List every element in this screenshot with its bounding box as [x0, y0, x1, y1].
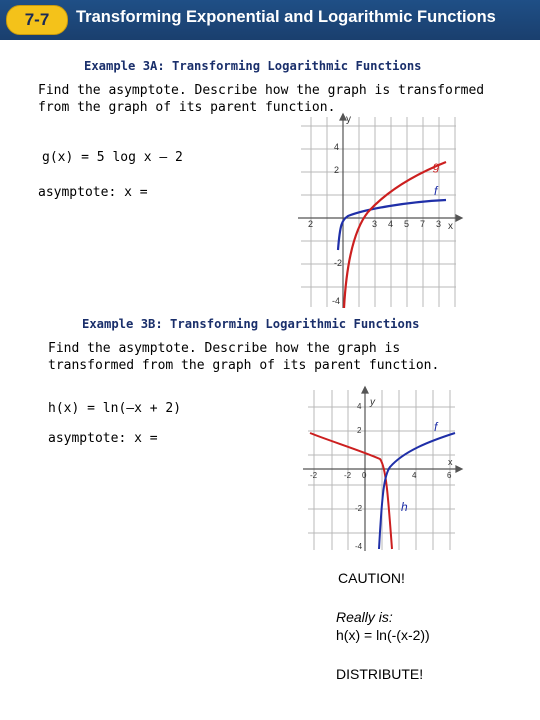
curve-f-label: f — [434, 420, 438, 434]
svg-text:2: 2 — [334, 165, 340, 175]
example-3a-prompt: Find the asymptote. Describe how the graph is transformed from the graph of its parent function. — [38, 83, 485, 115]
svg-text:2: 2 — [308, 219, 314, 229]
caution-label: CAUTION! — [338, 570, 405, 586]
example-3a-graph — [296, 112, 466, 312]
svg-text:0: 0 — [362, 471, 367, 480]
svg-text:2: 2 — [357, 426, 362, 435]
svg-text:3: 3 — [372, 219, 378, 229]
curve-g-label: g — [433, 159, 440, 173]
svg-text:6: 6 — [447, 471, 452, 480]
svg-text:4: 4 — [357, 402, 362, 411]
graph-grid — [308, 390, 455, 550]
really-is-label: Really is: — [336, 609, 393, 625]
svg-text:-2: -2 — [344, 471, 352, 480]
example-3b-prompt: Find the asymptote. Describe how the graph is transformed from the graph of its parent function. — [48, 341, 440, 373]
svg-text:4: 4 — [334, 142, 340, 152]
rewritten-function: h(x) = ln(-(x-2)) — [336, 627, 430, 643]
svg-text:-4: -4 — [355, 542, 363, 551]
svg-text:-2: -2 — [334, 258, 343, 268]
example-3b-function: h(x) = ln(–x + 2) — [48, 401, 182, 416]
y-axis-label: y — [370, 397, 375, 408]
x-axis-label: x — [448, 221, 453, 232]
svg-text:5: 5 — [404, 219, 410, 229]
x-axis-label: x — [448, 457, 453, 467]
svg-text:-4: -4 — [332, 296, 341, 306]
svg-text:7: 7 — [420, 219, 426, 229]
example-3b-graph — [300, 385, 465, 553]
example-3a-asymptote: asymptote: x = — [38, 185, 148, 200]
svg-text:4: 4 — [388, 219, 394, 229]
svg-text:-2: -2 — [355, 504, 363, 513]
curve-h-label: h — [401, 500, 408, 514]
curve-f-label: f — [434, 184, 438, 198]
svg-text:3: 3 — [436, 219, 442, 229]
example-3a-heading: Example 3A: Transforming Logarithmic Functions — [84, 59, 422, 73]
lesson-title: Transforming Exponential and Logarithmic Functions — [76, 8, 496, 26]
graph-grid — [301, 117, 456, 307]
distribute-label: DISTRIBUTE! — [336, 666, 424, 682]
svg-text:4: 4 — [412, 471, 417, 480]
lesson-number-badge: 7-7 — [6, 5, 68, 35]
example-3b-heading: Example 3B: Transforming Logarithmic Functions — [82, 317, 420, 331]
y-axis-label: y — [346, 114, 351, 125]
example-3a-function: g(x) = 5 log x – 2 — [42, 150, 183, 165]
example-3b-asymptote: asymptote: x = — [48, 431, 158, 446]
svg-text:-2: -2 — [310, 471, 318, 480]
graph-axes — [298, 114, 462, 308]
